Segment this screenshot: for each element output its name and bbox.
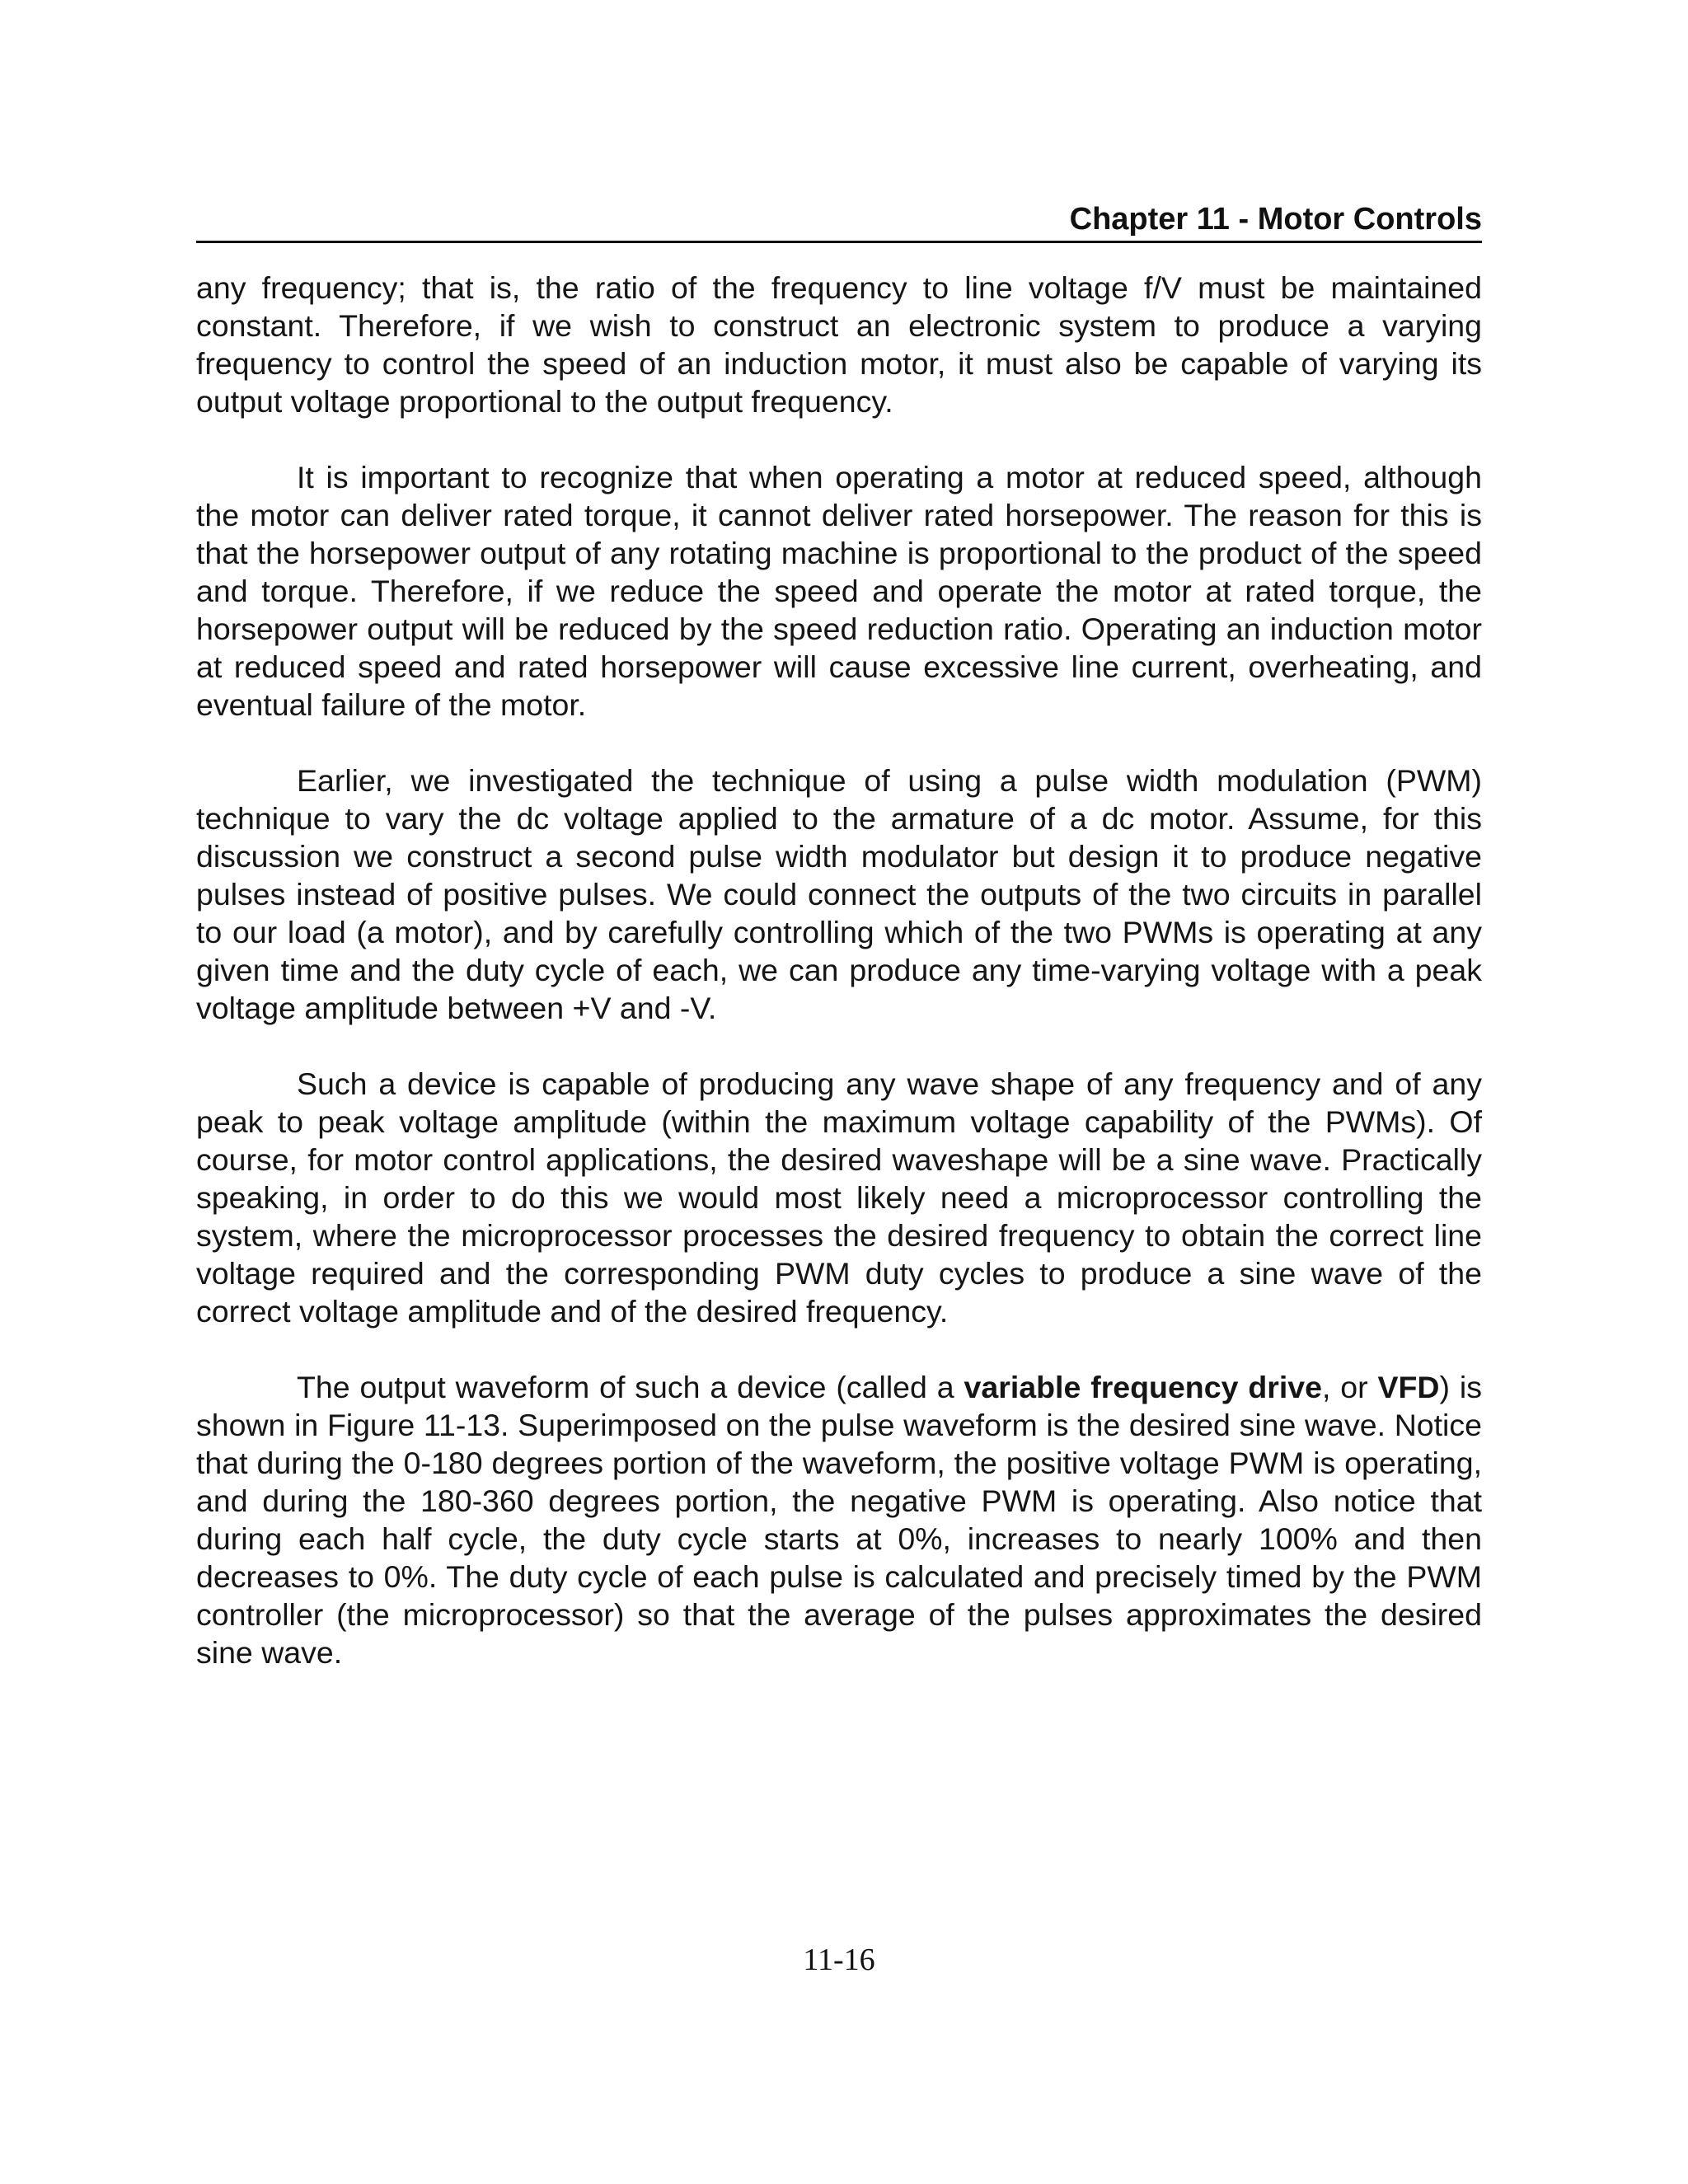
chapter-header: Chapter 11 - Motor Controls [1069,202,1482,237]
paragraph-2: It is important to recognize that when operating a motor at reduced speed, although the motor can deliver rated torque, it cannot deliver rated horsepower. The reason for this is that the horsepower output of any rotating machine is proportional to the product of the speed and torque. Therefore, if we reduce the speed and operate the motor at rated torque, the horsepower output will be reduced by the speed reduction ratio. Operating an induction motor at reduced speed and rated horsepower will cause excessive line current, overheating, and eventual failure of the motor. [196,460,1482,722]
paragraph-3: Earlier, we investigated the technique of using a pulse width modulation (PWM) technique to vary the dc voltage applied to the armature of a dc motor. Assume, for this discussion we construct a second pulse width modulator but design it to produce negative pulses instead of positive pulses. We could connect the outputs of the two circuits in parallel to our load (a motor), and by carefully controlling which of the two PWMs is operating at any given time and the duty cycle of each, we can produce any time-varying voltage with a peak voltage amplitude between +V and -V. [196,763,1482,1025]
paragraph-5-text-after: ) is shown in Figure 11-13. Superimposed on the pulse waveform is the desired sine wave. Notice that during the 0-180 degrees portion of the waveform, the positive voltage PWM is operating, and during the 180-360 degrees portion, the negative PWM is operating. Also notice that during each half cycle, the duty cycle starts at 0%, increases to nearly 100% and then decreases to 0%. The duty cycle of each pulse is calculated and precisely timed by the PWM controller (the microprocessor) so that the average of the pulses approximates the desired sine wave. [196,1370,1482,1670]
paragraph-5 [196,1368,1482,1671]
paragraph-1: any frequency; that is, the ratio of the frequency to line voltage f/V must be maintained constant. Therefore, if we wish to construct an electronic system to produce a varying frequency to control the speed of an induction motor, it must also be capable of varying its output voltage proportional to the output frequency. [196,270,1482,419]
body-text [196,269,1482,1709]
paragraph-5-text-middle: , or [1321,1370,1378,1404]
header-rule [196,241,1482,243]
paragraph-4: Such a device is capable of producing any wave shape of any frequency and of any peak to peak voltage amplitude (within the maximum voltage capability of the PWMs). Of course, for motor control applications, the desired waveshape will be a sine wave. Practically speaking, in order to do this we would most likely need a microprocessor controlling the system, where the microprocessor processes the desired frequency to obtain the correct line voltage required and the corresponding PWM duty cycles to produce a sine wave of the correct voltage amplitude and of the desired frequency. [196,1066,1482,1329]
term-vfd: VFD [1377,1370,1440,1404]
page-number: 11-16 [803,1943,875,1977]
paragraph-5-text-before: The output waveform of such a device (called a [297,1370,964,1404]
term-variable-frequency-drive: variable frequency drive [964,1370,1322,1404]
